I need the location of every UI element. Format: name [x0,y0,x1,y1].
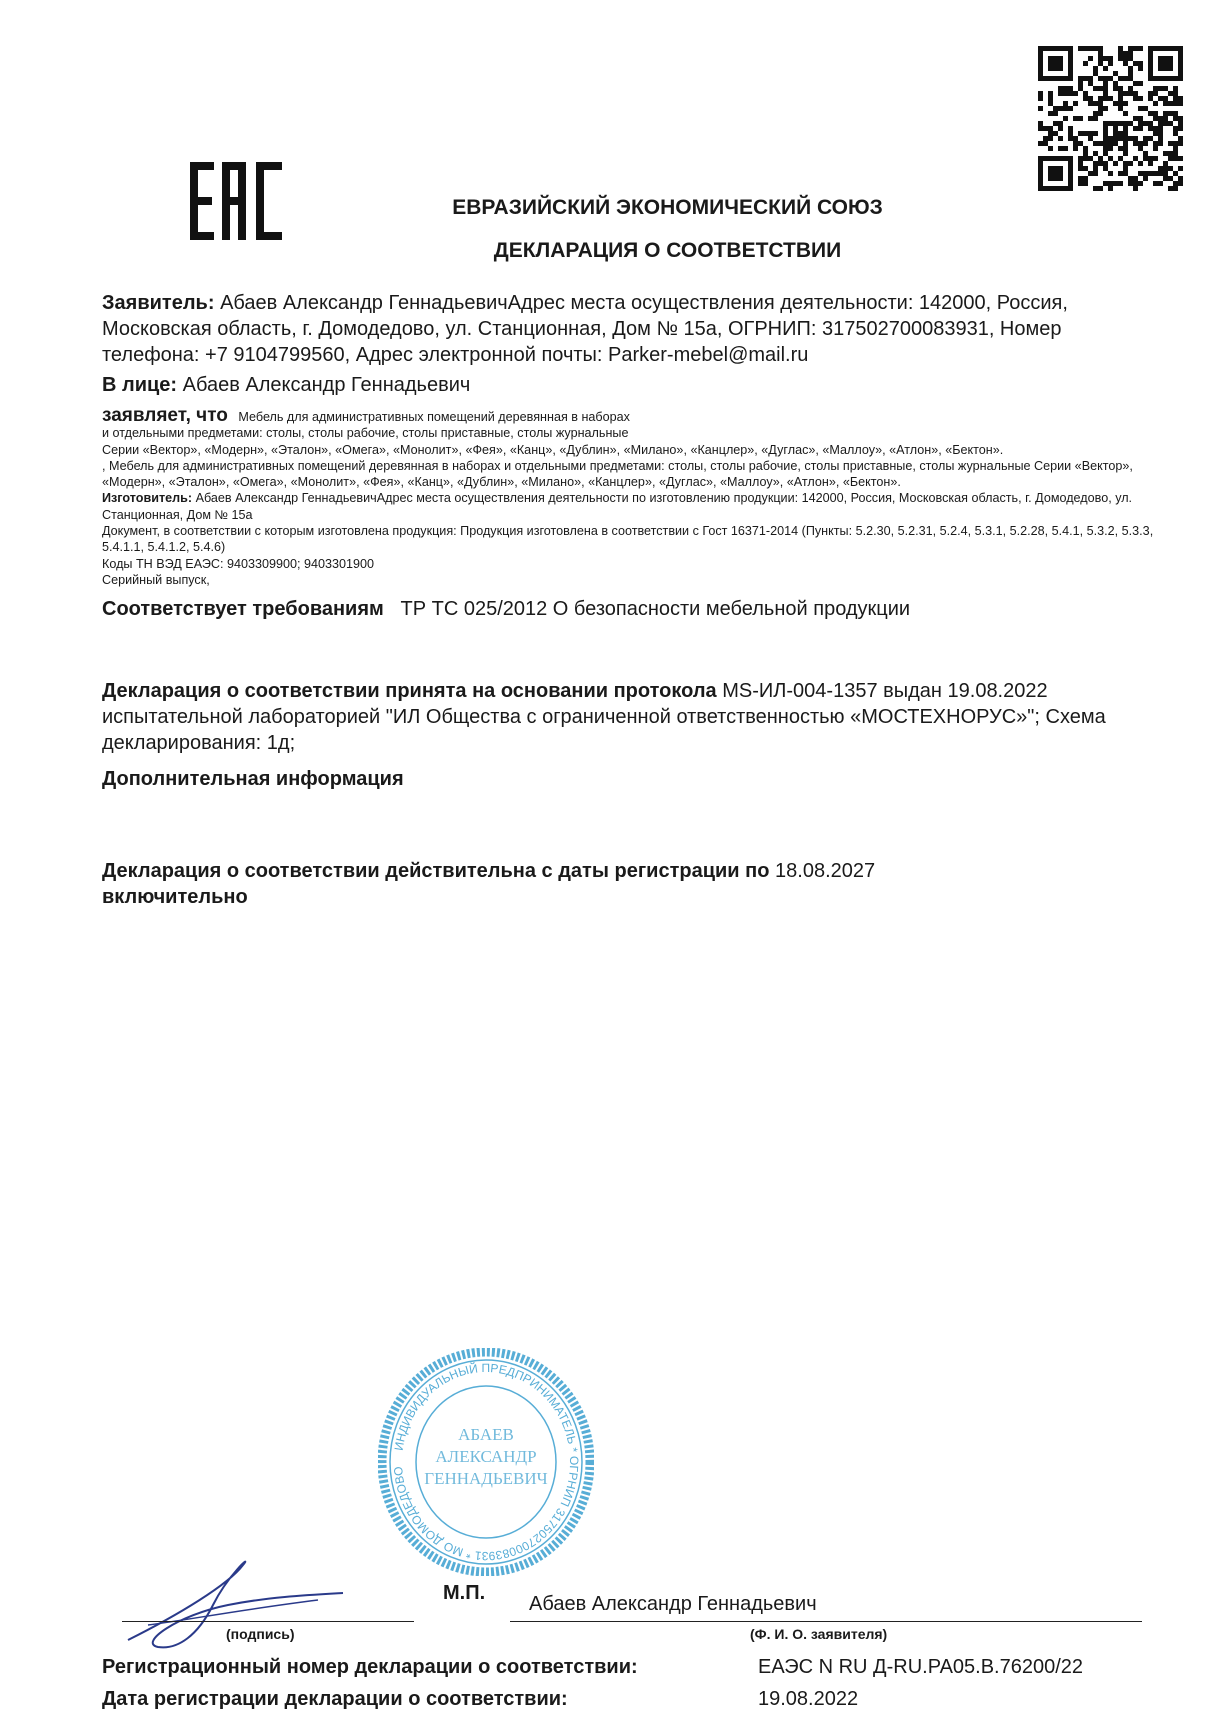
represented-by-label: В лице: [102,374,178,396]
stamp-line1: АБАЕВ [458,1425,514,1444]
union-title: ЕВРАЗИЙСКИЙ ЭКОНОМИЧЕСКИЙ СОЮЗ [452,196,883,219]
stamp-line3: ГЕННАДЬЕВИЧ [424,1469,548,1488]
applicant-text: Абаев Александр ГеннадьевичАдрес места осуществления деятельности: 142000, Россия, Московская область, г. Домодедово, ул. Станционная, Дом № 15а, ОГРНИП: 317502700083931, Номер телефона: +7 9104799560, Адрес электронной почты: Parker-mebel@mail.ru [102,292,1068,366]
registration-number-label: Регистрационный номер декларации о соответствии: [102,1656,638,1678]
complies-section [102,596,1142,622]
applicant-name: Абаев Александр Геннадьевич [529,1593,817,1615]
represented-by-text: Абаев Александр Геннадьевич [182,374,471,396]
registration-date-label: Дата регистрации декларации о соответствии: [102,1688,568,1710]
represented-by-section [102,372,1142,398]
validity-section [102,858,1062,910]
manufacturer-text: Абаев Александр ГеннадьевичАдрес места осуществления деятельности по изготовлению продукции: 142000, Россия, Московская область, г. Домодедово, ул. Станционная, Дом № 15а [102,491,1133,522]
standard-document: Документ, в соответствии с которым изготовлена продукция: Продукция изготовлена в соответствии с Гост 16371-2014 (Пункты: 5.2.30, 5.2.31, 5.2.4, 5.3.1, 5.2.28, 5.4.1, 5.3.2, 5.3.3, 5.4.1.1, 5.4.1.2, 5.4.6) [102,524,1154,555]
signature-caption: (подпись) [226,1626,295,1642]
qr-code [1038,46,1183,191]
basis-text: MS-ИЛ-004-1357 выдан 19.08.2022 испытательной лабораторией "ИЛ Общества с ограниченной ответственностью «МОСТЕХНОРУС»"; Схема декларирования: 1д; [102,680,1106,755]
stamp-line2: АЛЕКСАНДР [435,1447,537,1466]
manufacturer-label: Изготовитель: [102,491,193,506]
production-type: Серийный выпуск, [102,572,210,587]
validity-label: Декларация о соответствии действительна с даты регистрации по [102,860,770,883]
complies-label: Соответствует требованиям [102,598,384,621]
applicant-label: Заявитель: [102,292,215,314]
name-caption: (Ф. И. О. заявителя) [750,1626,888,1642]
declares-line4: , Мебель для административных помещений деревянная в наборах и отдельными предметами: столы, столы рабочие, столы приставные, столы журнальные Серии «Вектор», «Модерн», «Эталон», «Омега», «Монолит», «Фея», «Канц», «Дублин», «Милано», «Канцлер», «Дуглас», «Маллоу», «Атлон», «Бектон». [102,458,1133,490]
document-title: ДЕКЛАРАЦИЯ О СООТВЕТСТВИИ [493,239,842,262]
registration-date: 19.08.2022 [758,1688,859,1710]
complies-text: ТР ТС 025/2012 О безопасности мебельной продукции [400,598,911,621]
declares-line3: Серии «Вектор», «Модерн», «Эталон», «Омега», «Монолит», «Фея», «Канц», «Дублин», «Милано», «Канцлер», «Дуглас», «Маллоу», «Атлон», «Бектон». [102,442,1004,457]
applicant-section [102,290,1142,368]
mp-label: М.П. [443,1582,486,1604]
document-body [102,290,1162,910]
declares-label: заявляет, что [102,405,228,426]
declares-line1: Мебель для административных помещений деревянная в наборах [238,410,630,424]
declaration-details [102,405,1162,588]
name-line [510,1621,1142,1622]
validity-date: 18.08.2027 [775,860,876,883]
validity-suffix: включительно [102,886,248,909]
stamp-outer-text: ИНДИВИДУАЛЬНЫЙ ПРЕДПРИНИМАТЕЛЬ * ОГРНИП 317502700083931 * МО ДОМОДЕДОВО [391,1360,582,1564]
stamp [378,1348,594,1576]
basis-section [102,678,1142,756]
registration-number: ЕАЭС N RU Д-RU.PA05.B.76200/22 [758,1656,1084,1678]
signature-line [122,1621,414,1622]
customs-codes: Коды ТН ВЭД ЕАЭС: 9403309900; 9403301900 [102,556,375,571]
declares-line2: и отдельными предметами: столы, столы рабочие, столы приставные, столы журнальные [102,426,629,441]
additional-info-label: Дополнительная информация [102,768,404,791]
basis-label: Декларация о соответствии принята на основании протокола [102,680,717,703]
